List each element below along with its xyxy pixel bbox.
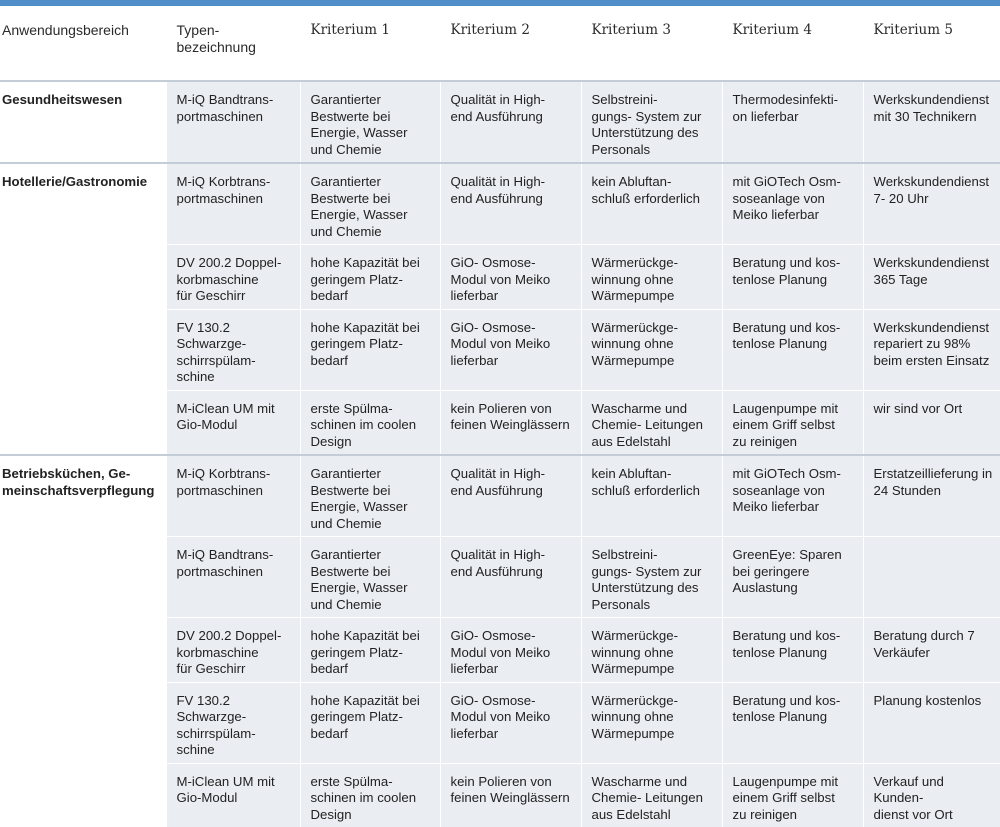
cell-anwendungsbereich (0, 763, 166, 827)
table-row (0, 455, 1000, 537)
header-kriterium-4: Kriterium 4 (722, 6, 863, 81)
cell-kriterium-2: Qualität in High- end Ausführung (440, 537, 581, 618)
cell-typenbezeichnung: DV 200.2 Doppel- korbmaschine für Geschirr (166, 618, 300, 683)
cell-kriterium-4: Laugenpumpe mit einem Griff selbst zu reinigen (722, 390, 863, 455)
cell-kriterium-1: Garantierter Bestwerte bei Energie, Wasser und Chemie (300, 163, 440, 245)
cell-kriterium-3: Selbstreini- gungs- System zur Unterstützung des Personals (581, 81, 722, 163)
cell-kriterium-5 (863, 537, 1000, 618)
cell-typenbezeichnung: FV 130.2 Schwarzge- schirrspülam- schine (166, 309, 300, 390)
cell-anwendungsbereich (0, 245, 166, 310)
cell-kriterium-4: Beratung und kos- tenlose Planung (722, 245, 863, 310)
cell-kriterium-4: Beratung und kos- tenlose Planung (722, 682, 863, 763)
table-header (0, 6, 1000, 81)
cell-kriterium-2: Qualität in High- end Ausführung (440, 163, 581, 245)
table-row (0, 390, 1000, 455)
cell-kriterium-4: mit GiOTech Osm- soseanlage von Meiko lieferbar (722, 163, 863, 245)
cell-typenbezeichnung: M-iClean UM mit Gio-Modul (166, 763, 300, 827)
cell-kriterium-3: Wärmerückge- winnung ohne Wärmepumpe (581, 618, 722, 683)
cell-kriterium-5: Verkauf und Kunden- dienst vor Ort (863, 763, 1000, 827)
cell-typenbezeichnung: M-iClean UM mit Gio-Modul (166, 390, 300, 455)
cell-anwendungsbereich (0, 390, 166, 455)
table-row (0, 81, 1000, 163)
cell-kriterium-2: GiO- Osmose- Modul von Meiko lieferbar (440, 309, 581, 390)
cell-kriterium-1: Garantierter Bestwerte bei Energie, Wasser und Chemie (300, 81, 440, 163)
cell-kriterium-2: Qualität in High- end Ausführung (440, 455, 581, 537)
cell-kriterium-4: mit GiOTech Osm- soseanlage von Meiko lieferbar (722, 455, 863, 537)
table-row (0, 309, 1000, 390)
table-row (0, 618, 1000, 683)
cell-typenbezeichnung: M-iQ Korbtrans- portmaschinen (166, 163, 300, 245)
cell-typenbezeichnung: M-iQ Korbtrans- portmaschinen (166, 455, 300, 537)
header-kriterium-3: Kriterium 3 (581, 6, 722, 81)
cell-kriterium-1: erste Spülma- schinen im coolen Design (300, 763, 440, 827)
cell-kriterium-1: Garantierter Bestwerte bei Energie, Wasser und Chemie (300, 537, 440, 618)
header-kriterium-1: Kriterium 1 (300, 6, 440, 81)
cell-kriterium-4: Beratung und kos- tenlose Planung (722, 618, 863, 683)
cell-kriterium-4: Thermodesinfekti- on lieferbar (722, 81, 863, 163)
table-row (0, 682, 1000, 763)
cell-kriterium-3: kein Abluftan- schluß erforderlich (581, 163, 722, 245)
cell-kriterium-5: Beratung durch 7 Verkäufer (863, 618, 1000, 683)
cell-kriterium-5: Werkskundendienst 365 Tage (863, 245, 1000, 310)
cell-kriterium-1: erste Spülma- schinen im coolen Design (300, 390, 440, 455)
cell-kriterium-1: hohe Kapazität bei geringem Platz- bedarf (300, 245, 440, 310)
cell-kriterium-1: hohe Kapazität bei geringem Platz- bedarf (300, 309, 440, 390)
cell-anwendungsbereich (0, 309, 166, 390)
cell-anwendungsbereich (0, 618, 166, 683)
cell-typenbezeichnung: M-iQ Bandtrans- portmaschinen (166, 81, 300, 163)
header-kriterium-2: Kriterium 2 (440, 6, 581, 81)
cell-kriterium-2: GiO- Osmose- Modul von Meiko lieferbar (440, 618, 581, 683)
header-typenbezeichnung: Typen- bezeichnung (166, 6, 300, 81)
table-row (0, 537, 1000, 618)
cell-kriterium-2: Qualität in High- end Ausführung (440, 81, 581, 163)
cell-kriterium-3: Wärmerückge- winnung ohne Wärmepumpe (581, 309, 722, 390)
cell-kriterium-2: kein Polieren von feinen Weinglässern (440, 390, 581, 455)
table-body (0, 81, 1000, 827)
cell-typenbezeichnung: M-iQ Bandtrans- portmaschinen (166, 537, 300, 618)
cell-kriterium-3: Selbstreini- gungs- System zur Unterstützung des Personals (581, 537, 722, 618)
cell-kriterium-5: Werkskundendienst 7- 20 Uhr (863, 163, 1000, 245)
cell-kriterium-1: Garantierter Bestwerte bei Energie, Wasser und Chemie (300, 455, 440, 537)
cell-kriterium-4: Laugenpumpe mit einem Griff selbst zu reinigen (722, 763, 863, 827)
cell-kriterium-3: Wascharme und Chemie- Leitungen aus Edelstahl (581, 390, 722, 455)
cell-anwendungsbereich: Betriebsküchen, Ge- meinschaftsverpflegung (0, 455, 166, 537)
cell-kriterium-3: kein Abluftan- schluß erforderlich (581, 455, 722, 537)
cell-kriterium-5: Werkskundendienst mit 30 Technikern (863, 81, 1000, 163)
cell-anwendungsbereich: Hotellerie/Gastronomie (0, 163, 166, 245)
table-row (0, 163, 1000, 245)
table-row (0, 763, 1000, 827)
table-row (0, 245, 1000, 310)
header-row (0, 6, 1000, 81)
cell-kriterium-3: Wärmerückge- winnung ohne Wärmepumpe (581, 245, 722, 310)
cell-anwendungsbereich: Gesundheitswesen (0, 81, 166, 163)
cell-kriterium-2: kein Polieren von feinen Weinglässern (440, 763, 581, 827)
cell-anwendungsbereich (0, 682, 166, 763)
cell-typenbezeichnung: DV 200.2 Doppel- korbmaschine für Geschirr (166, 245, 300, 310)
cell-typenbezeichnung: FV 130.2 Schwarzge- schirrspülam- schine (166, 682, 300, 763)
cell-kriterium-1: hohe Kapazität bei geringem Platz- bedarf (300, 618, 440, 683)
cell-kriterium-5: wir sind vor Ort (863, 390, 1000, 455)
cell-kriterium-2: GiO- Osmose- Modul von Meiko lieferbar (440, 682, 581, 763)
cell-kriterium-4: GreenEye: Sparen bei geringere Auslastung (722, 537, 863, 618)
header-kriterium-5: Kriterium 5 (863, 6, 1000, 81)
cell-kriterium-3: Wärmerückge- winnung ohne Wärmepumpe (581, 682, 722, 763)
header-anwendungsbereich: Anwendungsbereich (2, 22, 129, 38)
cell-kriterium-5: Werkskundendienst repariert zu 98% beim ersten Einsatz (863, 309, 1000, 390)
comparison-table (0, 6, 1000, 827)
cell-kriterium-4: Beratung und kos- tenlose Planung (722, 309, 863, 390)
cell-kriterium-3: Wascharme und Chemie- Leitungen aus Edelstahl (581, 763, 722, 827)
cell-kriterium-5: Planung kostenlos (863, 682, 1000, 763)
cell-anwendungsbereich (0, 537, 166, 618)
cell-kriterium-2: GiO- Osmose- Modul von Meiko lieferbar (440, 245, 581, 310)
cell-kriterium-1: hohe Kapazität bei geringem Platz- bedarf (300, 682, 440, 763)
cell-kriterium-5: Erstatzeillieferung in 24 Stunden (863, 455, 1000, 537)
